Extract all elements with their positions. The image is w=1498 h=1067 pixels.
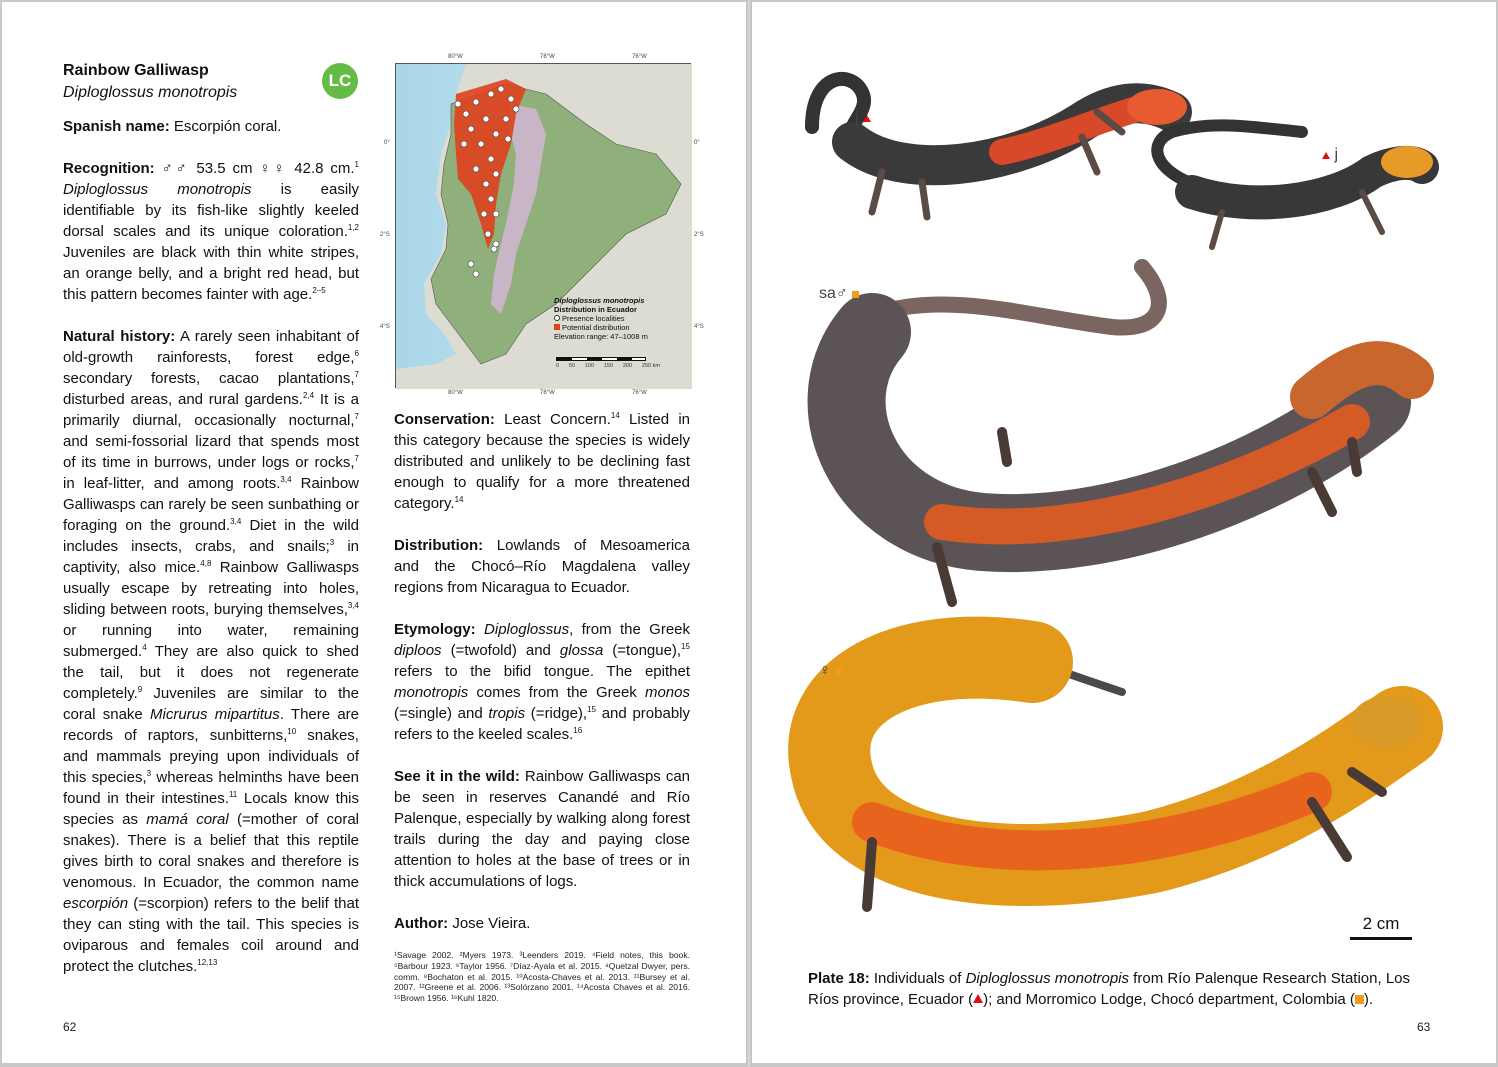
lat-tick: 4°S: [380, 324, 390, 330]
legend-presence: [554, 314, 648, 323]
label-juvenile-2: [1322, 146, 1338, 164]
citation: 14: [610, 411, 620, 420]
citation: 4: [142, 643, 147, 652]
status-badge: LC: [322, 63, 358, 99]
presence-point: [483, 116, 489, 122]
nh-text: A rarely seen inhabitant of old-growth rainforests, forest edge,: [63, 328, 359, 366]
etym-text: (=tongue),: [603, 642, 682, 659]
citation: 11: [228, 790, 238, 799]
nh-text: in leaf-litter, and among roots.: [63, 475, 281, 492]
italic-text: escorpión: [63, 895, 129, 912]
etym-text: (=ridge),: [525, 705, 588, 722]
natural-history-label: Natural history:: [63, 328, 176, 345]
square-marker-icon: [835, 668, 842, 675]
scale-tick: 0: [556, 363, 560, 369]
citation: 1,2: [347, 223, 359, 232]
label-subadult-male: [819, 285, 859, 303]
citation: 4,8: [200, 559, 212, 568]
scale-tick: 150: [603, 363, 614, 369]
spanish-name-text: Escorpión coral.: [169, 118, 282, 135]
caption-label: Plate 18:: [808, 970, 870, 987]
map-elevation: Elevation range: 47–1008 m: [554, 332, 648, 341]
citation: 3,4: [347, 601, 359, 610]
citation: 3: [329, 538, 335, 547]
plate-caption: [808, 968, 1438, 1010]
spanish-name-paragraph: [63, 116, 359, 137]
recognition-text: is easily identifiable by its fish-like slightly keeled dorsal scales and its unique coloration.: [63, 181, 359, 240]
nh-text: They are also quick to shed the tail, but it does not regenerate completely.: [63, 643, 359, 702]
nh-text: It is a primarily diurnal, occasionally nocturnal,: [63, 391, 359, 429]
citation: 7: [354, 412, 359, 421]
age-label: ♀: [819, 662, 831, 679]
nh-text: in captivity, also mice.: [63, 538, 359, 576]
citation: 12,13: [197, 958, 218, 967]
italic-text: monos: [644, 684, 690, 701]
etymology-label: Etymology:: [394, 621, 476, 638]
presence-point: [488, 156, 494, 162]
species-title: Rainbow Galliwasp: [63, 62, 209, 79]
caption-text: Individuals of: [869, 970, 966, 987]
conservation-label: Conservation:: [394, 411, 495, 428]
lizard-subadult-male: [847, 267, 1412, 602]
square-marker-icon: [1355, 995, 1364, 1004]
caption-text: ); and Morromico Lodge, Chocó department, Colombia (: [983, 991, 1355, 1008]
presence-point: [483, 181, 489, 187]
scientific-name: Diploglossus monotropis: [63, 84, 238, 101]
citation: 7: [354, 454, 359, 463]
presence-point: [493, 211, 499, 217]
lizard-female: [829, 657, 1423, 907]
right-page: [752, 2, 1496, 1063]
lon-tick: 80°W: [448, 54, 463, 60]
see-it-paragraph: [394, 766, 690, 892]
label-juvenile-1: [855, 109, 871, 127]
italic-text: Diploglossus: [484, 621, 570, 638]
triangle-marker-icon: [863, 115, 871, 122]
italic-text: mamá coral: [146, 811, 229, 828]
presence-point: [485, 231, 491, 237]
left-page: [2, 2, 746, 1063]
citation: 6: [354, 349, 359, 358]
lon-tick: 80°W: [448, 390, 463, 396]
presence-point: [473, 271, 479, 277]
italic-text: Diploglossus monotropis: [965, 970, 1130, 987]
lat-tick: 0°: [384, 140, 390, 146]
see-it-label: See it in the wild:: [394, 768, 520, 785]
caption-text: from Río Palenque Research Station, Los Ríos province, Ecuador (: [808, 970, 1411, 1008]
nh-text: Rainbow Galliwasps can rarely be seen sunbathing or foraging on the ground.: [63, 475, 359, 534]
author-text: Jose Vieira.: [448, 915, 531, 932]
author-label: Author:: [394, 915, 449, 932]
nh-text: Diet in the wild includes insects, crabs, and snails;: [63, 517, 359, 555]
age-label: j: [1334, 146, 1339, 163]
page-number-left: 62: [63, 1020, 77, 1034]
presence-point: [455, 101, 461, 107]
citation: 1: [354, 160, 359, 169]
presence-point: [505, 136, 511, 142]
scale-tick: 200: [622, 363, 633, 369]
legend-potential: [554, 323, 648, 332]
presence-point: [493, 241, 499, 247]
distribution-map: [395, 63, 691, 388]
citation: 7: [354, 370, 359, 379]
scale-label: 2 cm: [1362, 914, 1400, 933]
lon-tick: 76°W: [632, 54, 647, 60]
distribution-text: Lowlands of Mesoamerica and the Chocó–Río Magdalena valley regions from Nicaragua to Ecuador.: [394, 537, 690, 596]
nh-text: disturbed areas, and rural gardens.: [63, 391, 303, 408]
conservation-text: Listed in this category because the species is widely distributed and unlikely to be declining fast enough to qualify for a more threatened category.: [394, 411, 690, 512]
scale-bar: [1350, 937, 1412, 940]
lat-tick: 2°S: [380, 232, 390, 238]
lat-tick: 2°S: [694, 232, 704, 238]
italic-text: diploos: [394, 642, 442, 659]
see-it-text: Rainbow Galliwasps can be seen in reserves Canandé and Río Palenque, especially by walking along forest trails during the day and paying close attention to holes at the base of trees or in thick accumulations of logs.: [394, 768, 690, 890]
triangle-marker-icon: [973, 994, 983, 1003]
lon-tick: 78°W: [540, 54, 555, 60]
presence-point: [498, 86, 504, 92]
etym-text: , from the Greek: [569, 621, 691, 638]
nh-text: snakes, and mammals preying upon individuals of this species,: [63, 727, 359, 786]
presence-point: [508, 96, 514, 102]
footnotes: ¹Savage 2002. ²Myers 1973. ³Leenders 2019. ⁴Field notes, this book. ⁵Barbour 1923. ⁶Taylor 1956. ⁷Díaz-Ayala et al. 2015. ⁸Quetzal Dwyer, pers. comm. ⁹Bochaton et al. 2015. ¹⁰Acosta-Chaves et al. 2013. ¹¹Bursey et al. 2007. ¹²Greene et al. 2006. ¹³Solórzano 2001. ¹⁴Acosta Chaves et al. 2016. ¹⁵Brown 1956. ¹⁶Kuhl 1820.: [394, 950, 690, 1004]
nh-text: (=scorpion) refers to the belif that they can sting with the tail. This species is oviparous and females coil around and protect the clutches.: [63, 895, 359, 975]
label-female: [819, 662, 842, 680]
map-scalebar: [556, 357, 646, 361]
presence-point: [468, 126, 474, 132]
lat-tick: 4°S: [694, 324, 704, 330]
etymology-paragraph: [394, 619, 690, 745]
citation: 10: [287, 727, 297, 736]
italic-text: monotropis: [394, 684, 469, 701]
lon-tick: 76°W: [632, 390, 647, 396]
left-column: [63, 60, 359, 998]
presence-point: [473, 166, 479, 172]
presence-point: [493, 171, 499, 177]
legend-presence-label: Presence localities: [562, 314, 625, 323]
etym-text: (=single) and: [394, 705, 489, 722]
map-title: Diploglossus monotropis: [554, 296, 645, 305]
presence-point: [488, 91, 494, 97]
presence-icon: [554, 315, 560, 321]
nh-text: (=mother of coral snakes). There is a belief that this reptile gives birth to coral snakes and therefore is venomous. In Ecuador, the common name: [63, 811, 359, 891]
citation: 15: [681, 642, 691, 651]
lizard-juvenile-1: [812, 79, 1187, 217]
author-paragraph: [394, 913, 690, 934]
conservation-text: Least Concern.: [494, 411, 611, 428]
scale-tick: 50: [568, 363, 576, 369]
plate-illustration: [752, 2, 1496, 962]
nh-text: whereas helminths have been found in their intestines.: [63, 769, 359, 807]
conservation-paragraph: [394, 409, 690, 514]
distribution-label: Distribution:: [394, 537, 484, 554]
italic-text: Micrurus mipartitus: [150, 706, 280, 723]
citation: 14: [454, 495, 464, 504]
presence-point: [493, 131, 499, 137]
citation: 2,4: [302, 391, 315, 400]
scale-tick: 250 km: [641, 363, 660, 369]
spanish-name-label: Spanish name:: [63, 118, 170, 135]
age-label: sa♂: [819, 285, 848, 302]
etym-text: comes from the Greek: [468, 684, 645, 701]
citation: 3,4: [230, 517, 242, 526]
presence-point: [488, 196, 494, 202]
nh-text: secondary forests, cacao plantations,: [63, 370, 355, 387]
etym-text: and probably refers to the keeled scales.: [394, 705, 690, 743]
distribution-paragraph: [394, 535, 690, 598]
presence-point: [481, 211, 487, 217]
scale-tick: 100: [584, 363, 595, 369]
right-column: [394, 409, 690, 955]
presence-point: [468, 261, 474, 267]
nh-text: Juveniles are similar to the coral snake: [63, 685, 359, 723]
map-subtitle: Distribution in Ecuador: [554, 305, 637, 314]
citation: 2–5: [312, 286, 326, 295]
citation: 15: [587, 705, 596, 714]
lat-tick: 0°: [694, 140, 700, 146]
lon-tick: 78°W: [540, 390, 555, 396]
nh-text: Locals know this species as: [63, 790, 359, 828]
etym-text: refers to the bifid tongue. The epithet: [394, 663, 690, 680]
presence-point: [503, 116, 509, 122]
etym-text: (=twofold) and: [441, 642, 560, 659]
recognition-paragraph: [63, 158, 359, 305]
nh-text: or running into water, remaining submerged.: [63, 622, 359, 660]
caption-text: ).: [1363, 991, 1374, 1008]
potential-icon: [554, 324, 560, 330]
age-label: j: [855, 109, 859, 126]
square-marker-icon: [852, 291, 859, 298]
citation: 3,4: [280, 475, 292, 484]
page-number-right: 63: [1417, 1020, 1431, 1034]
recognition-text: Juveniles are black with thin white stripes, an orange belly, and a bright red head, but this pattern becomes fainter with age.: [63, 244, 359, 303]
italic-text: Diploglossus monotropis: [63, 181, 252, 198]
map-scale-ticks: [556, 363, 660, 369]
italic-text: tropis: [488, 705, 526, 722]
presence-point: [478, 141, 484, 147]
nh-text: and semi-fossorial lizard that spends most of its time in burrows, under logs or rocks,: [63, 433, 359, 471]
presence-point: [463, 111, 469, 117]
natural-history-paragraph: [63, 326, 359, 977]
lizard-juvenile-2: [1157, 125, 1433, 247]
recognition-label: Recognition:: [63, 160, 155, 177]
triangle-marker-icon: [1322, 152, 1330, 159]
citation: 16: [573, 726, 583, 735]
nh-text: . There are records of raptors, sunbitterns,: [63, 706, 360, 744]
italic-text: glossa: [559, 642, 604, 659]
presence-point: [513, 106, 519, 112]
citation: 3: [146, 769, 152, 778]
nh-text: Rainbow Galliwasps usually escape by retreating into holes, sliding between roots, burying themselves,: [63, 559, 359, 618]
recognition-text: ♂♂ 53.5 cm ♀♀ 42.8 cm.: [154, 160, 355, 177]
presence-point: [473, 99, 479, 105]
presence-point: [461, 141, 467, 147]
citation: 9: [137, 685, 143, 694]
legend-potential-label: Potential distribution: [562, 323, 630, 332]
map-legend: [554, 296, 648, 341]
